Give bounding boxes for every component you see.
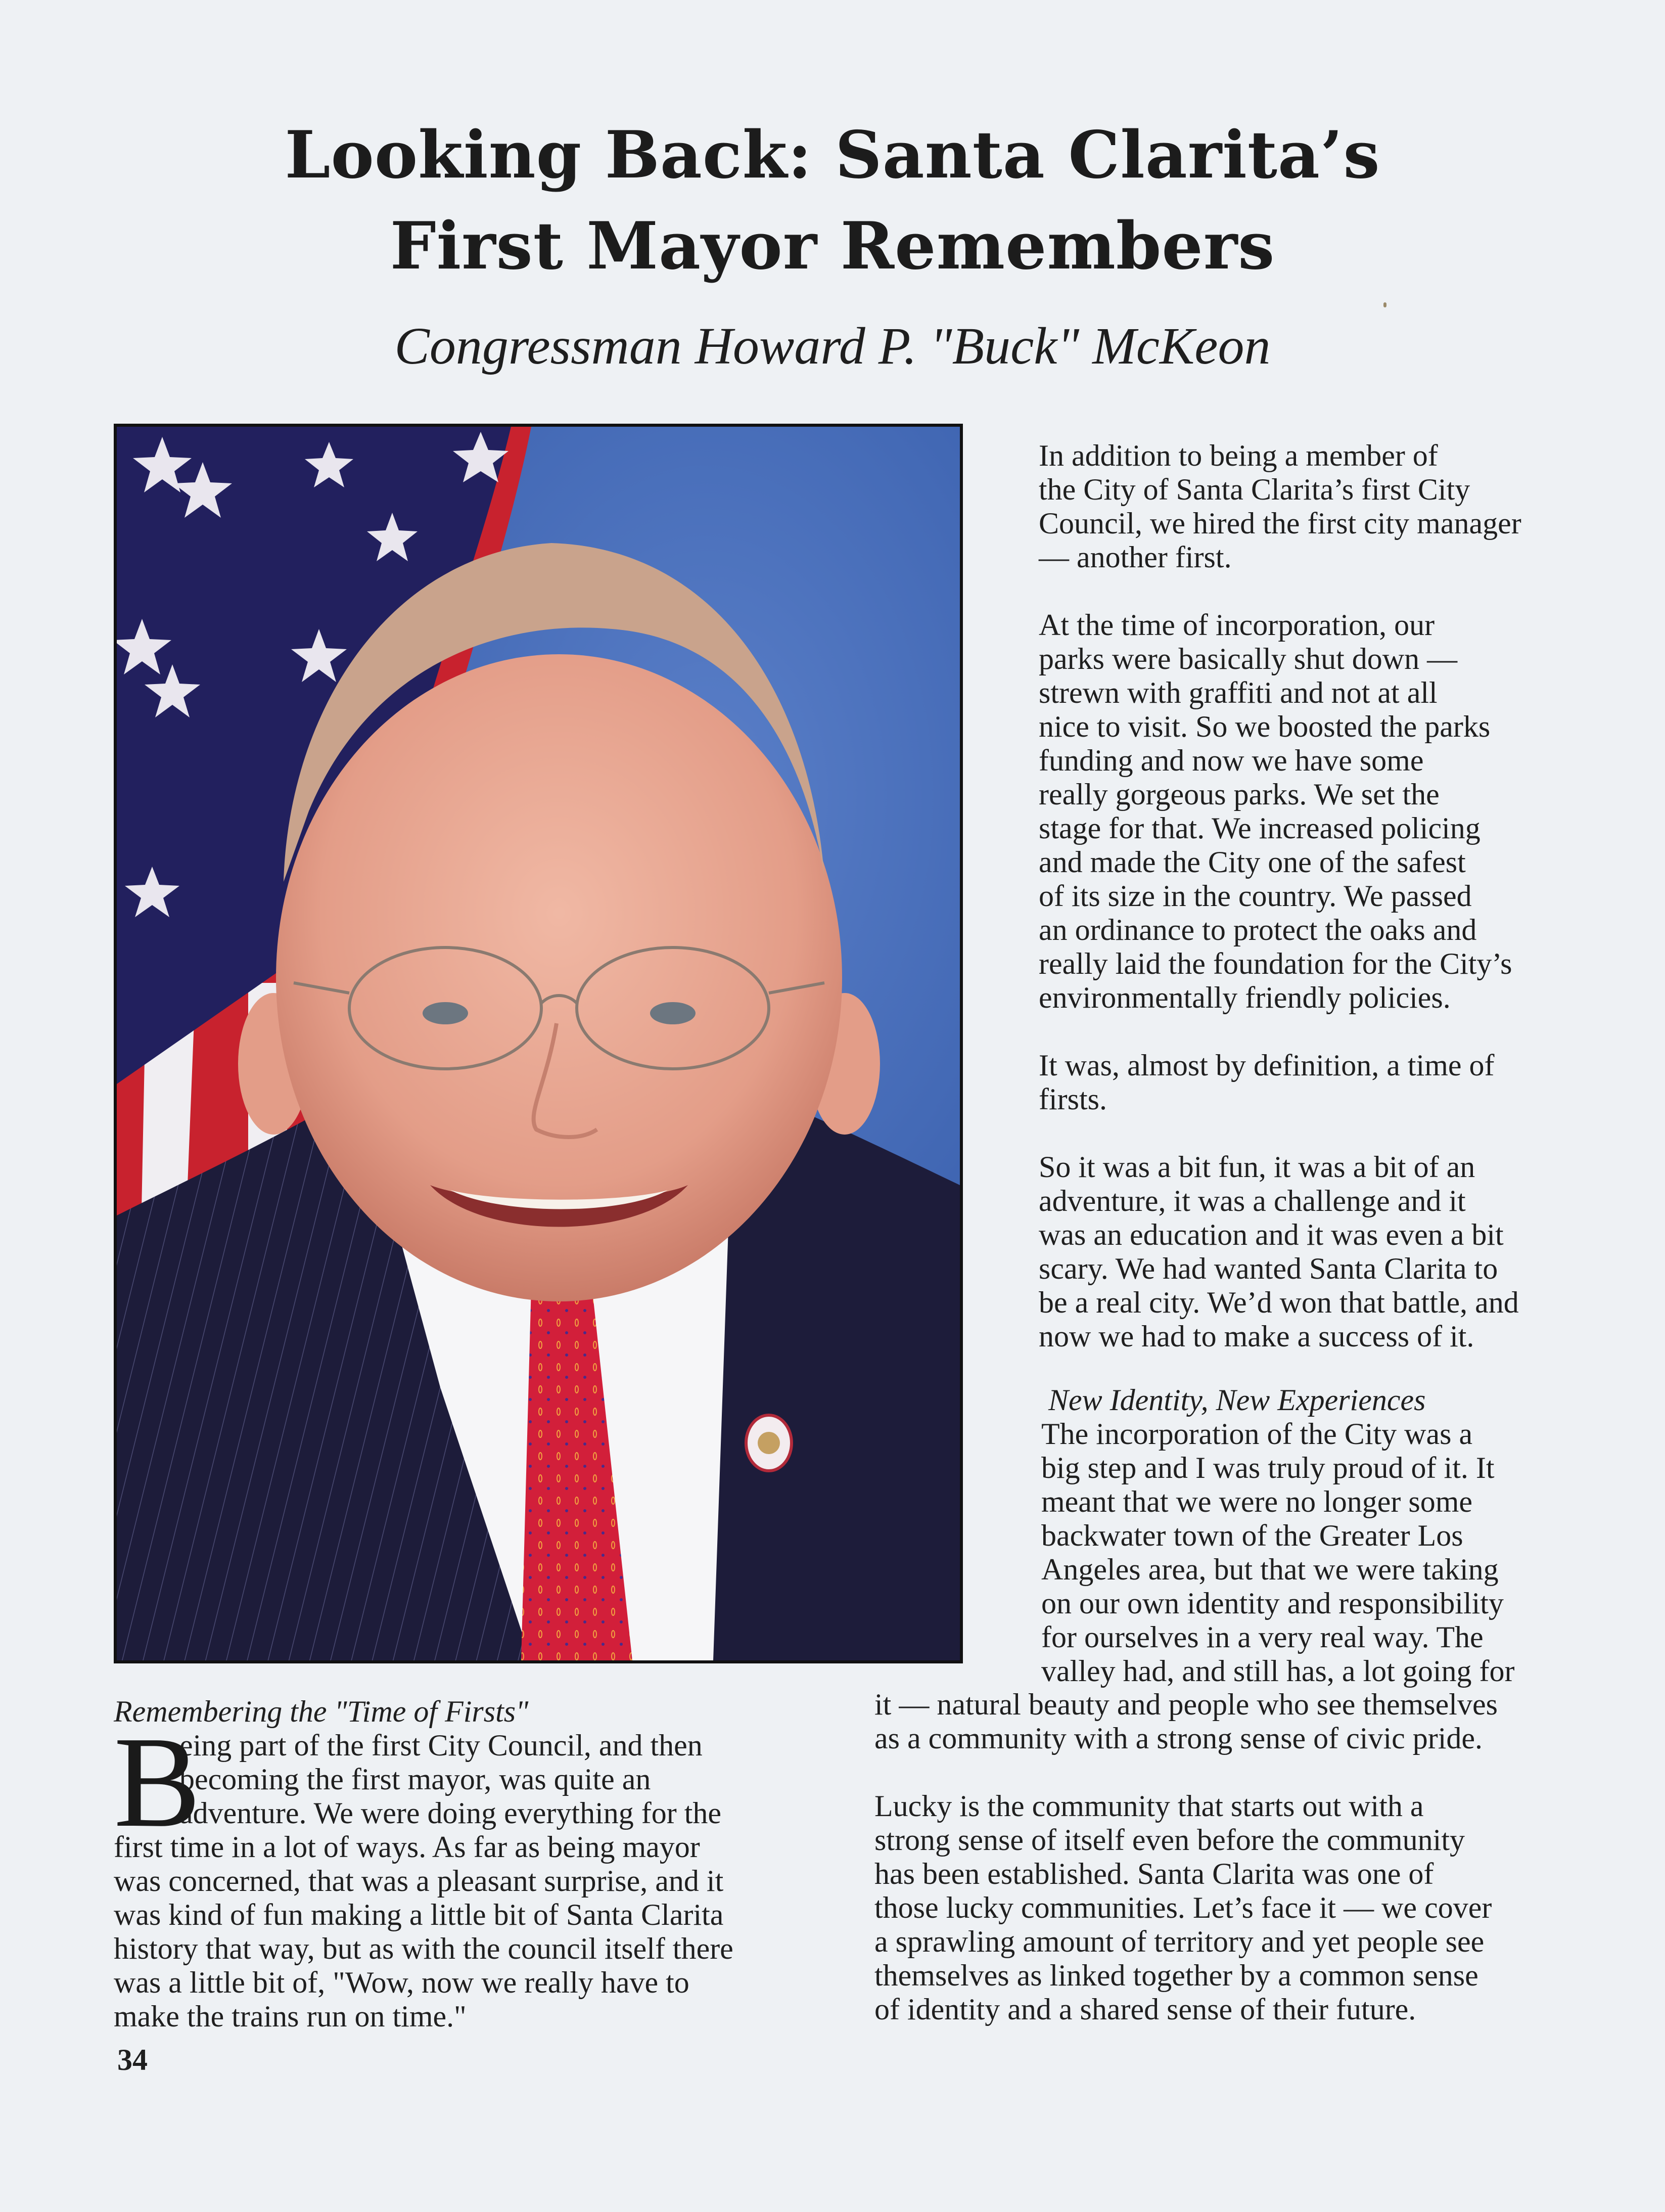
text-line: strewn with graffiti and not at all bbox=[1039, 676, 1438, 709]
text-line: really laid the foundation for the City’s bbox=[1039, 947, 1512, 980]
left-column bbox=[114, 1695, 733, 2034]
paragraph bbox=[1039, 1150, 1521, 1353]
text-line: strong sense of itself even before the community bbox=[874, 1823, 1465, 1857]
right-column-lower bbox=[874, 1688, 1498, 2026]
text-line: So it was a bit fun, it was a bit of an bbox=[1039, 1150, 1475, 1184]
article-byline: Congressman Howard P. "Buck" McKeon bbox=[394, 317, 1271, 375]
paragraph bbox=[1039, 439, 1521, 574]
text-line: adventure. We were doing everything for the bbox=[179, 1796, 722, 1830]
text-line: an ordinance to protect the oaks and bbox=[1039, 913, 1477, 946]
text-line: a sprawling amount of territory and yet people see bbox=[874, 1925, 1485, 1958]
text-line: funding and now we have some bbox=[1039, 744, 1424, 777]
text-line: big step and I was truly proud of it. It bbox=[1041, 1451, 1495, 1484]
text-line: history that way, but as with the council itself there bbox=[114, 1932, 733, 1965]
text-line: stage for that. We increased policing bbox=[1039, 811, 1481, 845]
paragraph bbox=[1039, 1049, 1521, 1116]
text-line: In addition to being a member of bbox=[1039, 439, 1438, 472]
print-speck bbox=[1383, 302, 1386, 307]
text-line: meant that we were no longer some bbox=[1041, 1485, 1473, 1518]
paragraph bbox=[1039, 608, 1521, 1015]
text-line: those lucky communities. Let’s face it — we cover bbox=[874, 1891, 1492, 1924]
text-line: for ourselves in a very real way. The bbox=[1041, 1620, 1484, 1654]
text-line: It was, almost by definition, a time of bbox=[1039, 1049, 1495, 1082]
text-line: firsts. bbox=[1039, 1082, 1107, 1116]
text-line: nice to visit. So we boosted the parks bbox=[1039, 710, 1491, 743]
text-line: it — natural beauty and people who see themselves bbox=[874, 1688, 1498, 1721]
lapel-pin bbox=[746, 1415, 792, 1471]
text-line: of identity and a shared sense of their future. bbox=[874, 1993, 1416, 2026]
text-line: adventure, it was a challenge and it bbox=[1039, 1184, 1466, 1217]
text-line: environmentally friendly policies. bbox=[1039, 981, 1451, 1014]
text-line: At the time of incorporation, our bbox=[1039, 608, 1435, 642]
paragraph bbox=[874, 1789, 1498, 2026]
text-line: was kind of fun making a little bit of Santa Clarita bbox=[114, 1898, 724, 1931]
text-line: the City of Santa Clarita’s first City bbox=[1039, 473, 1470, 506]
text-line: and made the City one of the safest bbox=[1039, 845, 1466, 879]
text-line: was an education and it was even a bit bbox=[1039, 1218, 1504, 1251]
text-line: now we had to make a success of it. bbox=[1039, 1320, 1474, 1353]
article-title-line-2: First Mayor Remembers bbox=[390, 208, 1275, 284]
right-eye bbox=[650, 1002, 696, 1024]
text-line: themselves as linked together by a common sense bbox=[874, 1959, 1478, 1992]
text-line: really gorgeous parks. We set the bbox=[1039, 778, 1440, 811]
text-line: make the trains run on time." bbox=[114, 2000, 467, 2033]
text-line: as a community with a strong sense of civic pride. bbox=[874, 1722, 1483, 1755]
portrait-photo bbox=[114, 424, 963, 1663]
text-line: becoming the first mayor, was quite an bbox=[179, 1763, 651, 1796]
section-heading-time-of-firsts: Remembering the "Time of Firsts" bbox=[114, 1695, 529, 1728]
text-line: first time in a lot of ways. As far as being mayor bbox=[114, 1830, 700, 1864]
text-line: has been established. Santa Clarita was one of bbox=[874, 1857, 1434, 1890]
text-line: Lucky is the community that starts out with a bbox=[874, 1789, 1424, 1823]
text-line: valley had, and still has, a lot going for bbox=[1041, 1654, 1515, 1688]
text-line: Council, we hired the first city manager bbox=[1039, 507, 1521, 540]
left-eye bbox=[423, 1002, 468, 1024]
portrait-illustration bbox=[117, 427, 960, 1660]
text-line: — another first. bbox=[1039, 540, 1232, 574]
right-column-section bbox=[1041, 1383, 1514, 1688]
text-line: The incorporation of the City was a bbox=[1041, 1417, 1473, 1451]
section-heading-new-identity: New Identity, New Experiences bbox=[1048, 1383, 1426, 1417]
article-title-line-1: Looking Back: Santa Clarita’s bbox=[285, 117, 1380, 193]
text-line: was concerned, that was a pleasant surprise, and it bbox=[114, 1864, 724, 1898]
drop-cap: B bbox=[114, 1709, 201, 1854]
text-line: be a real city. We’d won that battle, and bbox=[1039, 1286, 1519, 1319]
text-line: was a little bit of, "Wow, now we really have to bbox=[114, 1966, 689, 1999]
text-line: of its size in the country. We passed bbox=[1039, 879, 1472, 913]
right-column-upper bbox=[1039, 439, 1521, 1353]
text-line: on our own identity and responsibility bbox=[1041, 1587, 1504, 1620]
page-number: 34 bbox=[117, 2043, 148, 2076]
text-line: parks were basically shut down — bbox=[1039, 642, 1458, 675]
text-line: eing part of the first City Council, and then bbox=[179, 1729, 703, 1762]
text-line: Angeles area, but that we were taking bbox=[1041, 1553, 1499, 1586]
text-line: scary. We had wanted Santa Clarita to bbox=[1039, 1252, 1498, 1285]
text-line: backwater town of the Greater Los bbox=[1041, 1519, 1463, 1552]
